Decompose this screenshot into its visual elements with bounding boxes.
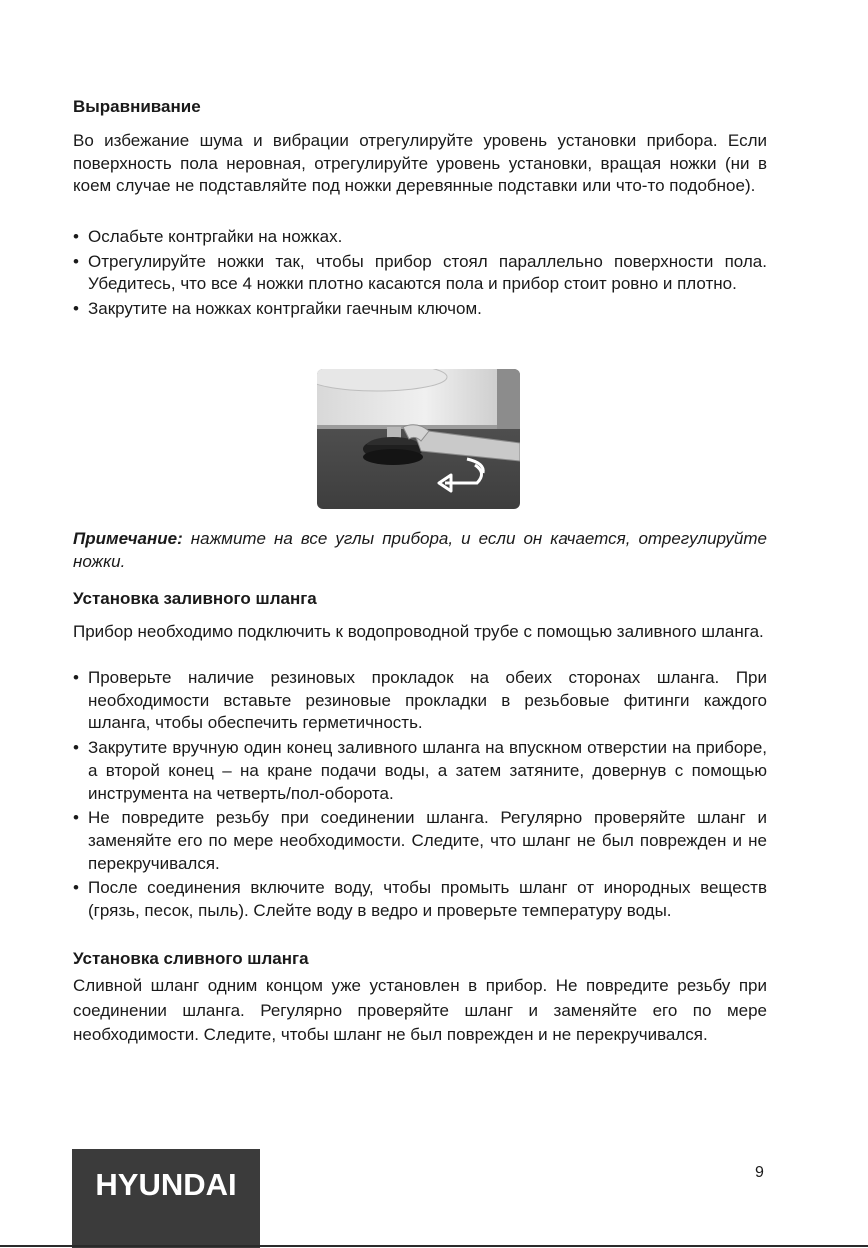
note-label: Примечание:	[73, 529, 183, 548]
list-item: • Проверьте наличие резиновых прокладок на обеих сторонах шланга. При необходимости вставьте резиновые прокладки в резьбовые фитинги каждого шланга, чтобы обеспечить герметичность.	[73, 667, 767, 735]
leveling-note	[73, 527, 767, 573]
bottom-divider	[0, 1245, 868, 1247]
leveling-bullets	[73, 226, 767, 323]
brand-logo: HYUNDAI	[95, 1167, 237, 1202]
page-number: 9	[755, 1164, 764, 1181]
list-item: • Отрегулируйте ножки так, чтобы прибор стоял параллельно поверхности пола. Убедитесь, что все 4 ножки плотно касаются пола и прибор стоит ровно и плотно.	[73, 251, 767, 296]
section-heading-drain-hose: Установка сливного шланга	[73, 949, 309, 968]
list-item: • Закрутите на ножках контргайки гаечным ключом.	[73, 298, 767, 321]
brand-logo-box	[72, 1149, 260, 1248]
leveling-intro: Во избежание шума и вибрации отрегулируйте уровень установки прибора. Если поверхность пола неровная, отрегулируйте уровень установки, вращая ножки (ни в коем случае не подставляйте под ножки деревянные подставки или что-то подобное).	[73, 131, 767, 196]
list-item: • После соединения включите воду, чтобы промыть шланг от инородных веществ (грязь, песок, пыль). Слейте воду в ведро и проверьте температуру воды.	[73, 877, 767, 922]
leveling-foot-illustration	[317, 369, 520, 509]
section-heading-inlet-hose: Установка заливного шланга	[73, 589, 317, 608]
inlet-hose-intro: Прибор необходимо подключить к водопроводной трубе с помощью заливного шланга.	[73, 622, 764, 641]
section-heading-leveling: Выравнивание	[73, 97, 201, 116]
drain-hose-intro: Сливной шланг одним концом уже установлен в прибор. Не повредите резьбу при соединении шланга. Регулярно проверяйте шланг и заменяйте его по мере необходимости. Следите, чтобы шланг не был поврежден и не перекручивался.	[73, 976, 767, 1044]
inlet-hose-bullets	[73, 667, 767, 925]
list-item: • Закрутите вручную один конец заливного шланга на впускном отверстии на приборе, а второй конец – на кране подачи воды, а затем затяните, довернув с помощью инструмента на четверть/пол-оборота.	[73, 737, 767, 805]
list-item: • Ослабьте контргайки на ножках.	[73, 226, 767, 249]
note-text: нажмите на все углы прибора, и если он качается, отрегулируйте ножки.	[73, 529, 767, 571]
list-item: • Не повредите резьбу при соединении шланга. Регулярно проверяйте шланг и заменяйте его по мере необходимости. Следите, что шланг не был поврежден и не перекручивался.	[73, 807, 767, 875]
wrench-adjusting-foot-image	[317, 369, 520, 509]
